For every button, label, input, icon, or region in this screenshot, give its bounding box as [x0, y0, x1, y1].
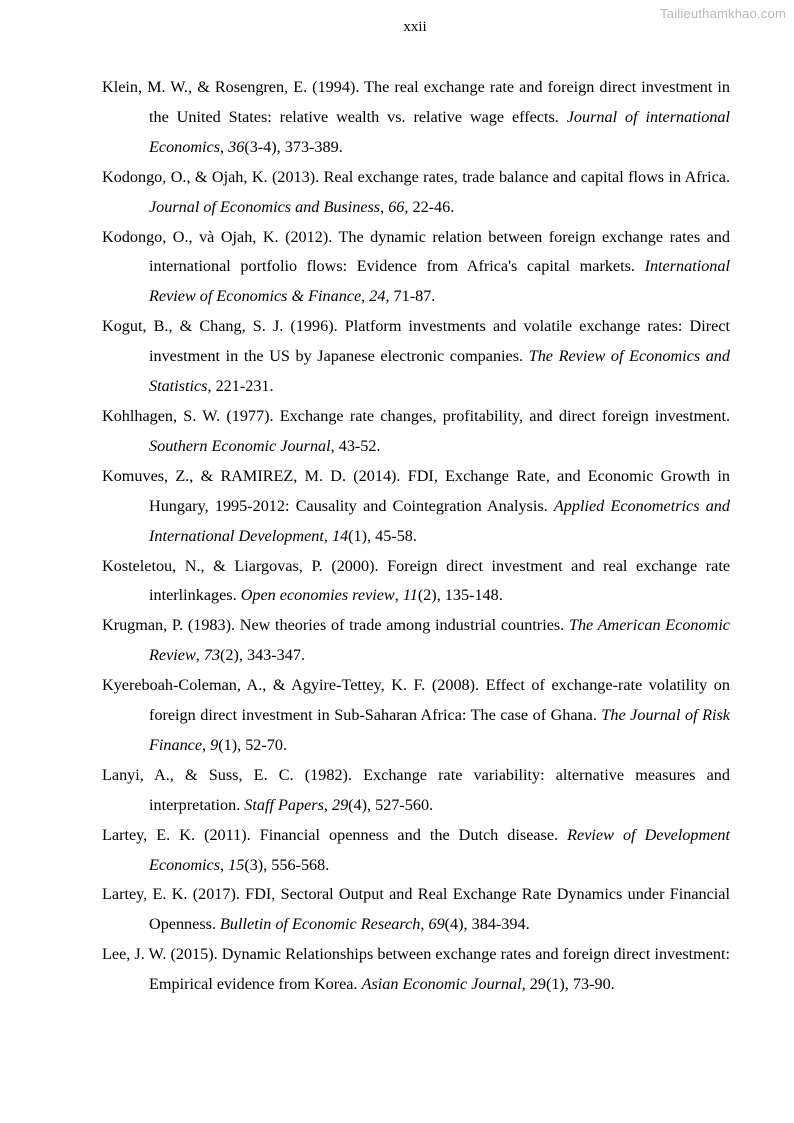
journal-title: The Review of Economics and Statistics [149, 347, 730, 396]
volume: 11 [402, 586, 418, 605]
journal-title: The Journal of Risk Finance [149, 706, 730, 754]
pages: (1), 73-90. [545, 975, 615, 994]
separator: , [394, 586, 403, 605]
volume: 69 [428, 915, 445, 934]
pages: (3-4), 373-389. [244, 137, 343, 156]
pages: (3), 556-568. [244, 855, 330, 874]
reference-item [102, 462, 730, 552]
separator: , [220, 855, 229, 874]
watermark-text: Tailieuthamkhao.com [660, 6, 786, 21]
reference-text: Kodongo, O., và Ojah, K. (2012). The dynamic relation between foreign exchange rates and international portfolio flows: Evidence from Africa's capital markets. [102, 227, 730, 276]
pages: (1), 45-58. [348, 526, 417, 545]
pages: , 43-52. [330, 436, 381, 455]
pages: (4), 527-560. [348, 795, 434, 814]
pages: (2), 343-347. [220, 646, 305, 665]
separator: , [323, 526, 332, 545]
volume: 36 [228, 137, 245, 156]
reference-text: Kogut, B., & Chang, S. J. (1996). Platform investments and volatile exchange rates: Direct investment in the US by Japanese electronic companies. [102, 317, 730, 366]
separator: , [380, 197, 389, 216]
reference-item [102, 552, 730, 612]
volume: 14 [331, 526, 349, 545]
journal-title: The American Economic Review [149, 616, 730, 665]
volume: 15 [228, 855, 245, 874]
journal-title: Journal of international Economics [149, 107, 731, 156]
separator: , [323, 795, 332, 814]
journal-title: International Review of Economics & Finance [149, 257, 730, 306]
reference-item [102, 312, 730, 402]
reference-text: Klein, M. W., & Rosengren, E. (1994). The real exchange rate and foreign direct investment in the United States: relative wealth vs. relative wage effects. [102, 78, 730, 126]
journal-title: Staff Papers [244, 795, 324, 814]
journal-title: Journal of Economics and Business [149, 197, 381, 216]
reference-item [102, 940, 730, 1000]
reference-text: Lartey, E. K. (2017). FDI, Sectoral Output and Real Exchange Rate Dynamics under Financial Openness. [102, 885, 730, 934]
separator: , [220, 137, 229, 156]
pages: , 221-231. [207, 377, 274, 396]
volume: 73 [203, 646, 221, 665]
pages: , 22-46. [404, 197, 455, 216]
journal-title: Bulletin of Economic Research [220, 915, 421, 934]
volume: 24 [369, 287, 386, 306]
reference-text: Krugman, P. (1983). New theories of trade among industrial countries. [102, 616, 569, 635]
volume: 29 [331, 795, 349, 814]
reference-text: Komuves, Z., & RAMIREZ, M. D. (2014). FDI, Exchange Rate, and Economic Growth in Hungary, 1995-2012: Causality and Cointegration Analysis. [102, 466, 730, 515]
pages: , 71-87. [385, 287, 436, 306]
separator: , [420, 915, 429, 934]
journal-title: Applied Econometrics and International Development [149, 496, 730, 545]
journal-title: Review of Development Economics [149, 825, 730, 874]
reference-list [102, 73, 730, 1000]
reference-item [102, 611, 730, 671]
reference-item [102, 223, 730, 313]
reference-item [102, 821, 730, 881]
journal-title: Southern Economic Journal [149, 436, 331, 455]
reference-text: Lee, J. W. (2015). Dynamic Relationships between exchange rates and foreign direct investment: Empirical evidence from Korea. [102, 945, 730, 994]
reference-text: Kosteletou, N., & Liargovas, P. (2000). Foreign direct investment and real exchange rate interlinkages. [102, 556, 730, 605]
separator: , [202, 735, 211, 754]
reference-text: Lanyi, A., & Suss, E. C. (1982). Exchange rate variability: alternative measures and interpretation. [102, 765, 730, 814]
reference-item [102, 163, 730, 223]
reference-item [102, 880, 730, 940]
volume: 29 [529, 975, 546, 994]
page-number: xxii [403, 19, 427, 35]
reference-text: Kohlhagen, S. W. (1977). Exchange rate changes, profitability, and direct foreign investment. [102, 406, 730, 425]
reference-item [102, 671, 730, 761]
reference-item [102, 73, 730, 163]
reference-text: Lartey, E. K. (2011). Financial openness and the Dutch disease. [102, 825, 568, 844]
pages: (1), 52-70. [218, 735, 288, 754]
pages: (4), 384-394. [444, 915, 530, 934]
separator: , [361, 287, 370, 306]
volume: 66 [388, 197, 405, 216]
journal-title: Open economies review [240, 586, 395, 605]
pages: (2), 135-148. [417, 586, 503, 605]
reference-item [102, 402, 730, 462]
reference-item [102, 761, 730, 821]
reference-text: Kyereboah-Coleman, A., & Agyire-Tettey, K. F. (2008). Effect of exchange-rate volatility on foreign direct investment in Sub-Saharan Africa: The case of Ghana. [102, 676, 730, 725]
reference-text: Kodongo, O., & Ojah, K. (2013). Real exchange rates, trade balance and capital flows in Africa. [102, 167, 730, 186]
journal-title: Asian Economic Journal, [361, 975, 526, 994]
separator: , [195, 646, 204, 665]
volume: 9 [210, 735, 219, 754]
